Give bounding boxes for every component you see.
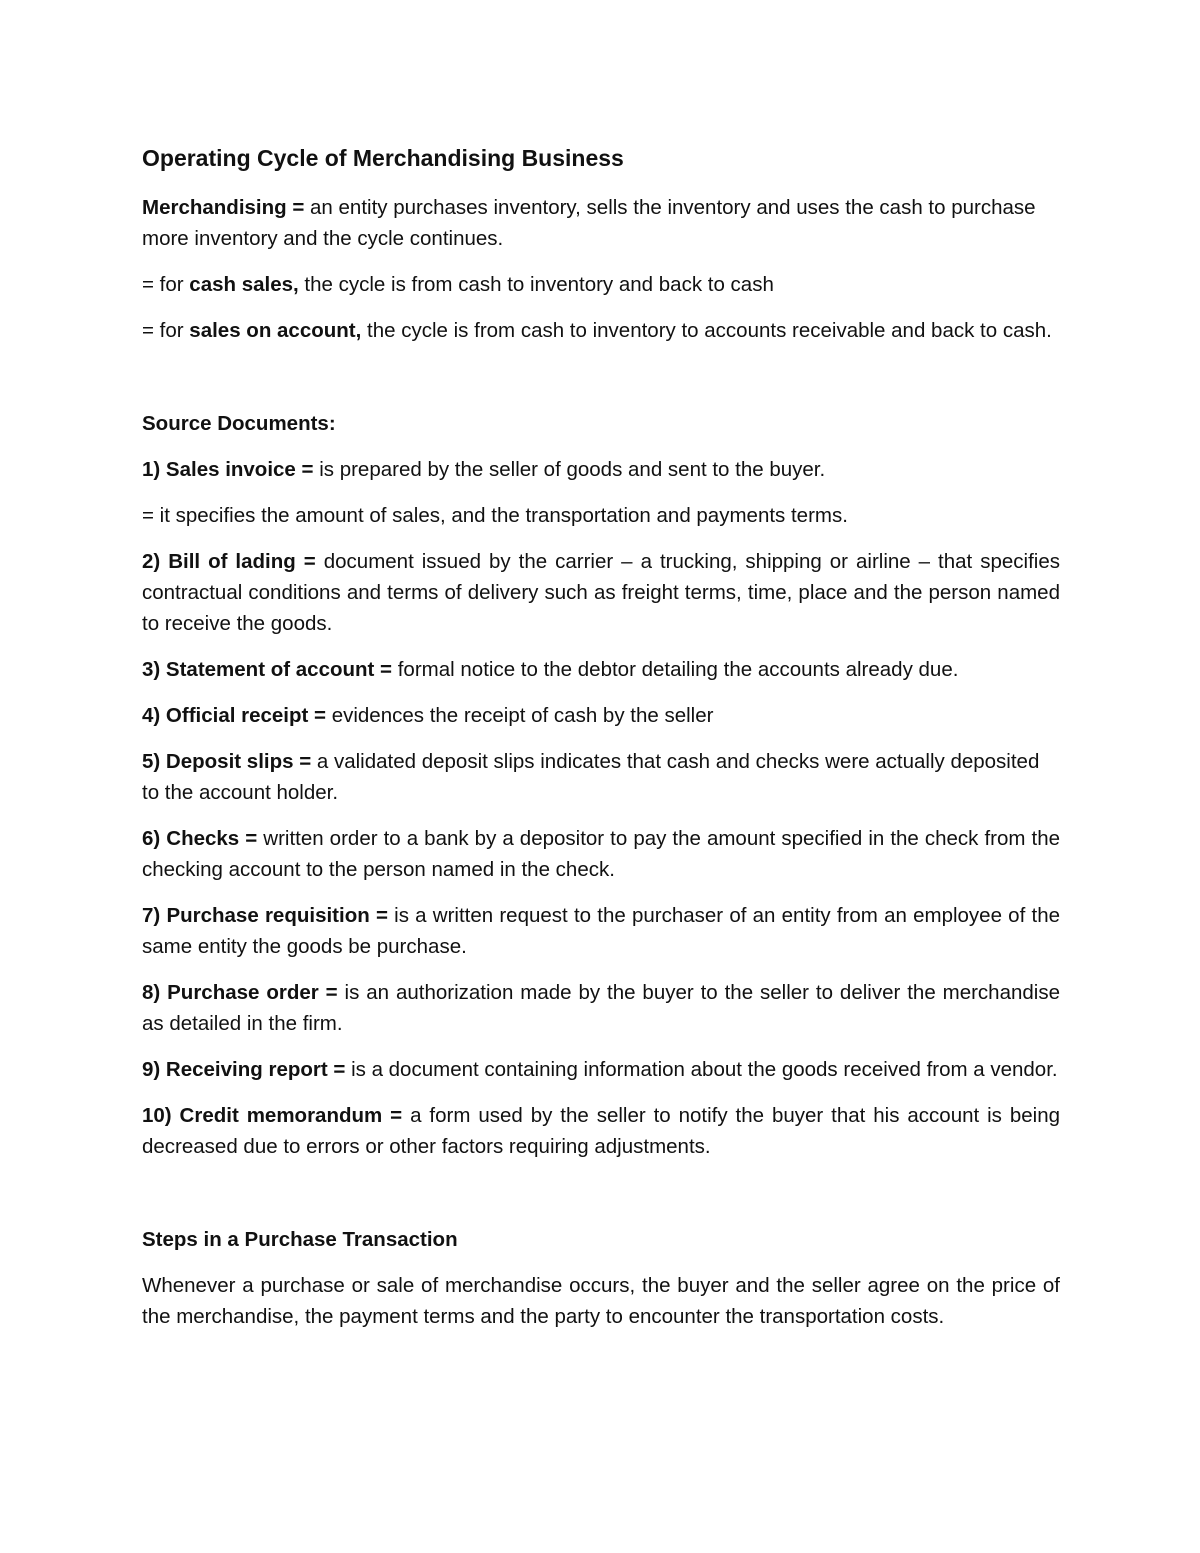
- section-spacer: [142, 361, 1060, 408]
- source-doc-item-9: [142, 1054, 1060, 1085]
- source-doc-text: written order to a bank by a depositor to pay the amount specified in the check from the checking account to the person named in the check.: [142, 827, 1060, 882]
- account-sales-cycle: [142, 315, 1060, 346]
- source-doc-item-4: [142, 700, 1060, 731]
- source-doc-text: formal notice to the debtor detailing the accounts already due.: [397, 658, 959, 682]
- purchase-steps-heading: Steps in a Purchase Transaction: [142, 1228, 458, 1252]
- definition-text: an entity purchases inventory, sells the inventory and uses the cash to purchase more inventory and the cycle continues.: [142, 196, 1036, 251]
- source-doc-item-10: [142, 1100, 1060, 1162]
- account-prefix: = for: [142, 319, 190, 343]
- source-doc-item-7: [142, 900, 1060, 962]
- source-doc-item-3: [142, 654, 1060, 685]
- source-doc-text: document issued by the carrier – a trucking, shipping or airline – that specifies contractual conditions and terms of delivery such as freight terms, time, place and the person named to receive the goods.: [142, 550, 1060, 636]
- source-doc-text: a form used by the seller to notify the buyer that his account is being decreased due to errors or other factors requiring adjustments.: [142, 1104, 1061, 1159]
- source-doc-text: a validated deposit slips indicates that cash and checks were actually deposited to the account holder.: [142, 750, 1040, 805]
- account-sales-text: the cycle is from cash to inventory to accounts receivable and back to cash.: [361, 319, 1052, 343]
- merchandising-definition: [142, 192, 1060, 254]
- source-doc-item-6: [142, 823, 1060, 885]
- source-doc-term: 1) Sales invoice =: [142, 458, 320, 482]
- cash-sales-term: cash sales,: [189, 273, 299, 297]
- source-doc-text: = it specifies the amount of sales, and the transportation and payments terms.: [142, 504, 848, 528]
- source-doc-text: is a written request to the purchaser of an entity from an employee of the same entity the goods be purchase.: [142, 904, 1060, 959]
- source-doc-item-2: [142, 546, 1060, 639]
- source-doc-term: 6) Checks =: [142, 827, 264, 851]
- source-doc-item-1-detail: [142, 500, 1060, 531]
- source-doc-term: 9) Receiving report =: [142, 1058, 352, 1082]
- source-doc-term: 8) Purchase order =: [142, 981, 345, 1005]
- source-doc-term: 7) Purchase requisition =: [142, 904, 395, 928]
- source-doc-text: evidences the receipt of cash by the seller: [331, 704, 714, 728]
- purchase-steps-text: Whenever a purchase or sale of merchandise occurs, the buyer and the seller agree on the price of the merchandise, the payment terms and the party to encounter the transportation costs.: [142, 1274, 1060, 1329]
- document-title: Operating Cycle of Merchandising Business: [142, 145, 624, 171]
- source-doc-term: 10) Credit memorandum =: [142, 1104, 411, 1128]
- source-doc-text: is an authorization made by the buyer to the seller to deliver the merchandise as detailed in the firm.: [142, 981, 1060, 1036]
- definition-term: Merchandising =: [142, 196, 311, 220]
- source-documents-heading: Source Documents:: [142, 412, 336, 436]
- source-doc-item-8: [142, 977, 1060, 1039]
- source-doc-text: is prepared by the seller of goods and sent to the buyer.: [319, 458, 826, 482]
- source-doc-item-1: [142, 454, 1060, 485]
- source-doc-term: 4) Official receipt =: [142, 704, 332, 728]
- document-page: [142, 142, 1060, 1347]
- source-doc-text: is a document containing information about the goods received from a vendor.: [351, 1058, 1058, 1082]
- source-doc-term: 2) Bill of lading =: [142, 550, 324, 574]
- source-doc-term: 3) Statement of account =: [142, 658, 398, 682]
- cash-sales-text: the cycle is from cash to inventory and back to cash: [298, 273, 774, 297]
- source-doc-item-5: [142, 746, 1060, 808]
- source-doc-term: 5) Deposit slips =: [142, 750, 317, 774]
- cash-prefix: = for: [142, 273, 190, 297]
- cash-sales-cycle: [142, 269, 1060, 300]
- account-sales-term: sales on account,: [189, 319, 362, 343]
- section-spacer: [142, 1177, 1060, 1224]
